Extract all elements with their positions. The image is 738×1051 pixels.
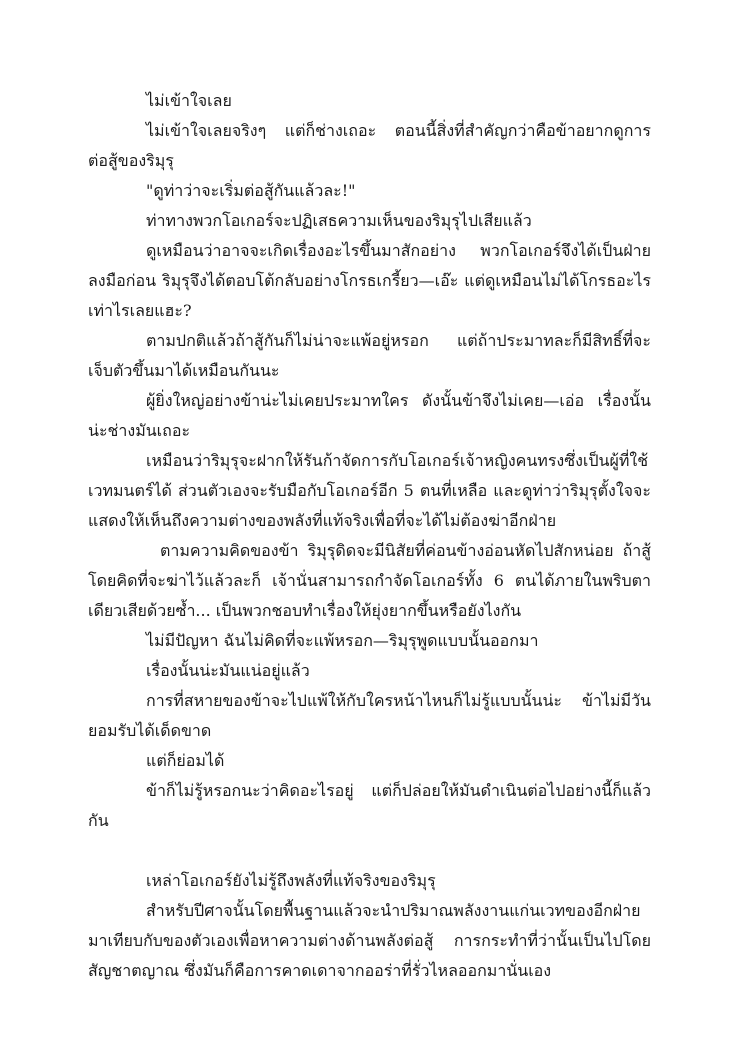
paragraph: การที่สหายของข้าจะไปแพ้ให้กับใครหน้าไหนก็ไม่รู้แบบนั้นน่ะ ข้าไม่มีวันยอมรับได้เด็ดขาด — [88, 691, 651, 740]
paragraph: ผู้ยิ่งใหญ่อย่างข้าน่ะไม่เคยประมาทใคร ดังนั้นข้าจึงไม่เคย—เอ่อ เรื่องนั้นน่ะช่างมันเถอะ — [88, 391, 651, 440]
paragraph: ตามความคิดของข้า ริมุรุดิดจะมีนิสัยที่ค่อนข้างอ่อนหัดไปสักหน่อย ถ้าสู้โดยคิดที่จะฆ่าไว้แล้วละก็ เจ้านั่นสามารถกำจัดโอเกอร์ทั้ง 6 ตนได้ภายในพริบตาเดียวเสียด้วยซ้ำ... เป็นพวกชอบทำเรื่องให้ยุ่งยากขึ้นหรือยังไงกัน — [88, 541, 651, 620]
paragraph: แต่ก็ย่อมได้ — [146, 751, 225, 770]
section-break — [88, 836, 651, 866]
paragraph: ไม่มีปัญหา ฉันไม่คิดที่จะแพ้หรอก—ริมุรุพูดแบบนั้นออกมา — [146, 631, 539, 650]
paragraph: ไม่เข้าใจเลย — [146, 91, 232, 110]
paragraph: ตามปกติแล้วถ้าสู้กันก็ไม่น่าจะแพ้อยู่หรอก แต่ถ้าประมาทละก็มีสิทธิ์ที่จะเจ็บตัวขึ้นมาได้เหมือนกันนะ — [88, 331, 651, 380]
paragraph: ท่าทางพวกโอเกอร์จะปฏิเสธความเห็นของริมุรุไปเสียแล้ว — [146, 211, 532, 230]
paragraph: ดูเหมือนว่าอาจจะเกิดเรื่องอะไรขึ้นมาสักอย่าง พวกโอเกอร์จึงได้เป็นฝ่ายลงมือก่อน ริมุรุจึงได้ตอบโต้กลับอย่างโกรธเกรี้ยว—เอ๊ะ แต่ดูเหมือนไม่ได้โกรธอะไรเท่าไรเลยแฮะ? — [88, 241, 651, 320]
document-body — [88, 86, 651, 986]
paragraph: เรื่องนั้นน่ะมันแน่อยู่แล้ว — [146, 661, 310, 680]
paragraph: "ดูท่าว่าจะเริ่มต่อสู้กันแล้วละ!" — [146, 181, 356, 200]
paragraph: ไม่เข้าใจเลยจริงๆ แต่ก็ช่างเถอะ ตอนนี้สิ่งที่สำคัญกว่าคือข้าอยากดูการต่อสู้ของริมุรุ — [88, 121, 651, 170]
paragraph: ข้าก็ไม่รู้หรอกนะว่าคิดอะไรอยู่ แต่ก็ปล่อยให้มันดำเนินต่อไปอย่างนี้ก็แล้วกัน — [88, 781, 651, 830]
paragraph: เหล่าโอเกอร์ยังไม่รู้ถึงพลังที่แท้จริงของริมุรุ — [146, 871, 436, 890]
paragraph: เหมือนว่าริมุรุจะฝากให้รันก้าจัดการกับโอเกอร์เจ้าหญิงคนทรงซึ่งเป็นผู้ที่ใช้เวทมนตร์ได้ ส่วนตัวเองจะรับมือกับโอเกอร์อีก 5 ตนที่เหลือ และดูท่าว่าริมุรุตั้งใจจะแสดงให้เห็นถึงความต่างของพลังที่แท้จริงเพื่อที่จะได้ไม่ต้องฆ่าอีกฝ่าย — [88, 451, 651, 530]
paragraph: สำหรับปีศาจนั้นโดยพื้นฐานแล้วจะนำปริมาณพลังงานแก่นเวทของอีกฝ่ายมาเทียบกับของตัวเองเพื่อหาความต่างด้านพลังต่อสู้ การกระทำที่ว่านั้นเป็นไปโดยสัญชาตญาณ ซึ่งมันก็คือการคาดเดาจากออร่าที่รั่วไหลออกมานั่นเอง — [88, 901, 651, 980]
